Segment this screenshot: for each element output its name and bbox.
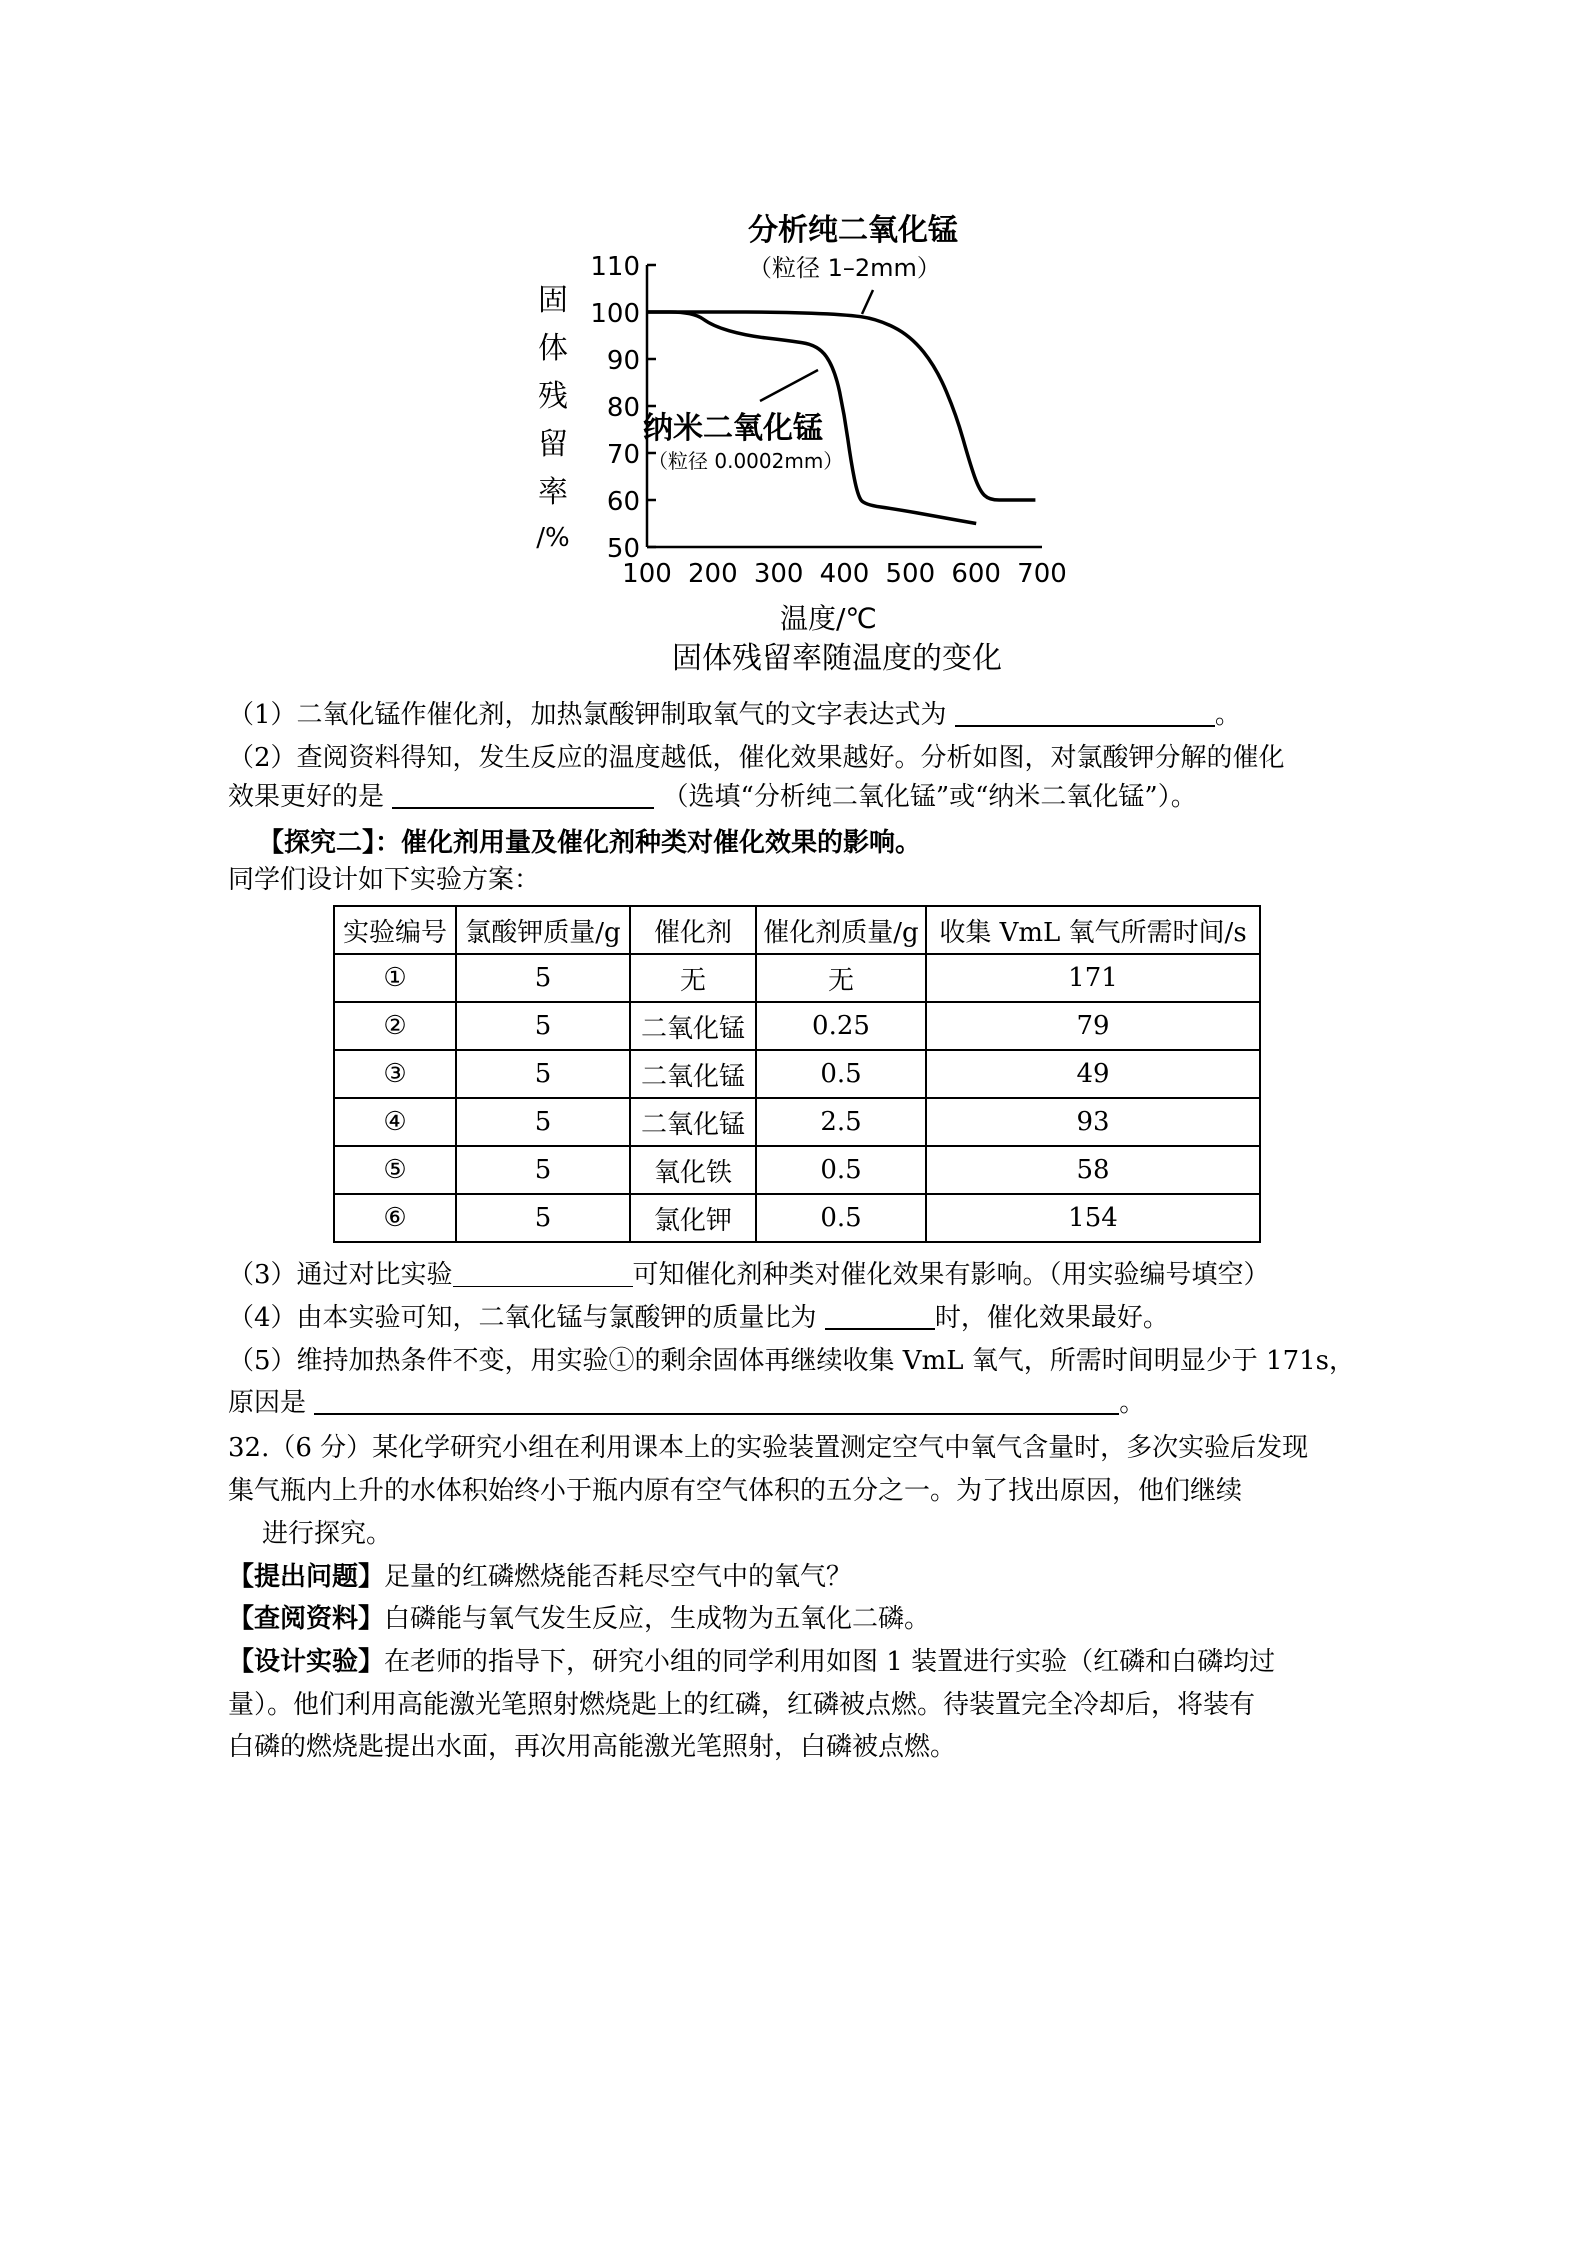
table-cell: ①	[334, 954, 456, 1002]
question-3: （3）通过对比实验 可知催化剂种类对催化效果有影响。（用实验编号填空）	[228, 1260, 1270, 1290]
table-cell: 154	[926, 1194, 1260, 1242]
series-label-nano: 纳米二氧化锰	[643, 411, 823, 446]
table-cell: 0.25	[756, 1002, 926, 1050]
y-axis-label-char: 率	[538, 475, 568, 510]
table-row	[334, 1098, 1260, 1146]
y-tick-labels	[590, 252, 640, 564]
y-axis-label-char: 固	[538, 283, 568, 318]
y-axis-label-char: 留	[538, 427, 568, 462]
series-sublabel-nano: （粒径 0.0002mm）	[648, 449, 844, 473]
table-cell: 93	[926, 1098, 1260, 1146]
chart-title: 固体残留率随温度的变化	[672, 641, 1002, 676]
table-cell: 二氧化锰	[630, 1050, 756, 1098]
table-cell: 5	[456, 954, 630, 1002]
table-cell: ④	[334, 1098, 456, 1146]
table-header-row	[334, 906, 1260, 954]
table-cell: 氯化钾	[630, 1194, 756, 1242]
question-4: （4）由本实验可知，二氧化锰与氯酸钾的质量比为 时，催化效果最好。	[228, 1303, 1169, 1333]
table-cell: 5	[456, 1098, 630, 1146]
question-1: （1）二氧化锰作催化剂，加热氯酸钾制取氧气的文字表达式为 。	[228, 700, 1241, 730]
table-cell: 0.5	[756, 1194, 926, 1242]
table-row	[334, 1002, 1260, 1050]
table-cell: 5	[456, 1194, 630, 1242]
leader-line-pure	[862, 290, 873, 314]
table-cell: 无	[630, 954, 756, 1002]
table-header: 催化剂	[630, 906, 756, 954]
x-axis-label: 温度/℃	[780, 602, 877, 635]
table-cell: 二氧化锰	[630, 1002, 756, 1050]
x-tick-label: 700	[1017, 559, 1067, 589]
table-cell: 0.5	[756, 1050, 926, 1098]
table-header: 实验编号	[334, 906, 456, 954]
answer-blank-2[interactable]	[392, 781, 654, 809]
y-tick-label: 70	[606, 440, 640, 470]
table-cell: ⑥	[334, 1194, 456, 1242]
y-axis-label-unit: /%	[536, 523, 570, 553]
table-cell: 5	[456, 1050, 630, 1098]
table-cell: ③	[334, 1050, 456, 1098]
q32-design-line-2: 量）。他们利用高能激光笔照射燃烧匙上的红磷，红磷被点燃。待装置完全冷却后，将装有	[228, 1690, 1256, 1720]
table-cell: 无	[756, 954, 926, 1002]
y-axis-label-char: 残	[538, 379, 568, 414]
table-cell: 2.5	[756, 1098, 926, 1146]
series-label-pure: 分析纯二氧化锰	[748, 213, 958, 248]
table-row	[334, 1146, 1260, 1194]
q32-line-3: 进行探究。	[262, 1519, 393, 1549]
y-tick-label: 80	[606, 393, 640, 423]
answer-blank-5[interactable]	[314, 1387, 1119, 1415]
q32-problem: 【提出问题】足量的红磷燃烧能否耗尽空气中的氧气？	[228, 1562, 853, 1592]
table-cell: ⑤	[334, 1146, 456, 1194]
table-cell: 79	[926, 1002, 1260, 1050]
table-cell: 氧化铁	[630, 1146, 756, 1194]
table-cell: 5	[456, 1002, 630, 1050]
series-sublabel-pure: （粒径 1–2mm）	[748, 254, 941, 282]
table-cell: 171	[926, 954, 1260, 1002]
x-tick-label: 500	[885, 559, 936, 589]
table-header: 催化剂质量/g	[756, 906, 926, 954]
table-row	[334, 1050, 1260, 1098]
table-cell: 二氧化锰	[630, 1098, 756, 1146]
y-tick-label: 50	[606, 534, 640, 564]
leader-line-nano	[760, 370, 818, 401]
answer-blank-1[interactable]	[955, 699, 1215, 727]
experiment-table	[333, 905, 1261, 1243]
y-axis-label	[536, 283, 569, 553]
x-tick-label: 400	[819, 559, 870, 589]
q32-line-1: 32.（6 分）某化学研究小组在利用课本上的实验装置测定空气中氧气含量时，多次实验后发现	[228, 1433, 1309, 1463]
question-5-line-1: （5）维持加热条件不变，用实验①的剩余固体再继续收集 VmL 氧气，所需时间明显少于 171s，	[228, 1346, 1356, 1376]
answer-blank-3[interactable]	[453, 1260, 633, 1287]
residue-chart	[520, 210, 1080, 690]
x-tick-label: 200	[688, 559, 738, 589]
x-tick-label: 600	[951, 559, 1001, 589]
x-tick-labels	[622, 559, 1067, 589]
table-header: 收集 VmL 氧气所需时间/s	[926, 906, 1260, 954]
table-cell: 0.5	[756, 1146, 926, 1194]
table-cell: ②	[334, 1002, 456, 1050]
table-row	[334, 954, 1260, 1002]
y-axis-label-char: 体	[538, 331, 568, 366]
q32-reference: 【查阅资料】白磷能与氧气发生反应，生成物为五氧化二磷。	[228, 1604, 931, 1634]
y-tick-label: 90	[606, 346, 640, 376]
y-tick-label: 110	[590, 252, 640, 282]
table-cell: 58	[926, 1146, 1260, 1194]
y-tick-label: 100	[590, 299, 640, 329]
y-tick-label: 60	[606, 487, 640, 517]
question-2-line-2: 效果更好的是 （选填“分析纯二氧化锰”或“纳米二氧化锰”）。	[228, 782, 1197, 812]
table-row	[334, 1194, 1260, 1242]
x-tick-label: 100	[622, 559, 672, 589]
table-header: 氯酸钾质量/g	[456, 906, 630, 954]
q32-line-2: 集气瓶内上升的水体积始终小于瓶内原有空气体积的五分之一。为了找出原因，他们继续	[228, 1476, 1243, 1506]
plan-intro: 同学们设计如下实验方案：	[228, 865, 541, 895]
q32-design-line-3: 白磷的燃烧匙提出水面，再次用高能激光笔照射，白磷被点燃。	[228, 1732, 957, 1762]
q32-design-line-1: 【设计实验】在老师的指导下，研究小组的同学利用如图 1 装置进行实验（红磷和白磷均过	[228, 1647, 1276, 1677]
y-tick-marks	[647, 265, 656, 547]
table-cell: 49	[926, 1050, 1260, 1098]
x-tick-label: 300	[753, 559, 804, 589]
question-5-line-2: 原因是 。	[228, 1388, 1146, 1418]
explore-2-heading: 【探究二】：催化剂用量及催化剂种类对催化效果的影响。	[258, 828, 922, 858]
answer-blank-4[interactable]	[825, 1302, 935, 1330]
table-cell: 5	[456, 1146, 630, 1194]
question-2-line-1: （2）查阅资料得知，发生反应的温度越低，催化效果越好。分析如图，对氯酸钾分解的催化	[228, 743, 1285, 773]
